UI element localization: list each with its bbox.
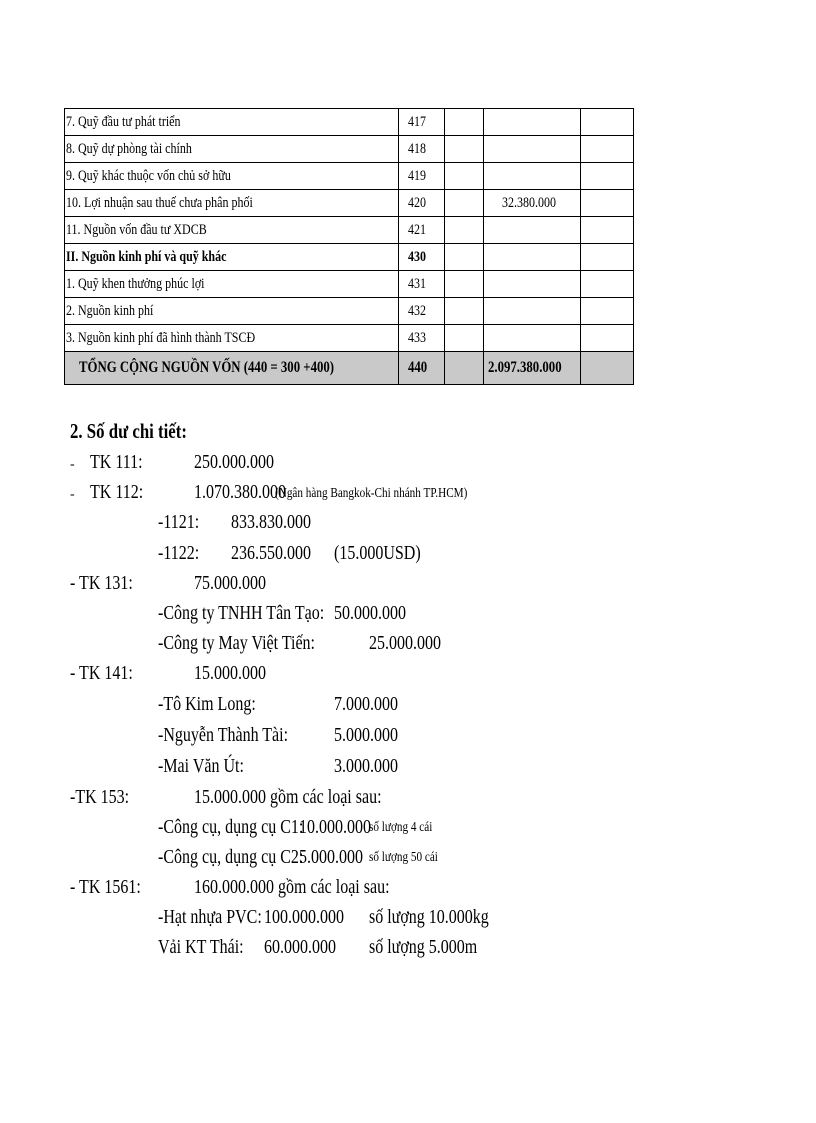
tk153-label: -TK 153: (70, 786, 130, 808)
tk112-note: (Ngân hàng Bangkok-Chi nhánh TP.HCM) (275, 486, 468, 501)
tk141-value: 15.000.000 (194, 662, 266, 684)
tk1122-value: 236.550.000 (231, 542, 311, 564)
row-name: 3. Nguồn kinh phí đã hình thành TSCĐ (66, 329, 256, 346)
table-row (65, 217, 634, 244)
total-label: TỔNG CỘNG NGUỒN VỐN (440 = 300 +400) (79, 359, 335, 376)
tk1561-item-name: Vải KT Thái: (158, 936, 244, 958)
tk153-item-name: -Công cụ, dụng cụ C2: (158, 846, 304, 868)
tk1561-item-qty: số lượng 10.000kg (369, 906, 489, 928)
tk153-value: 15.000.000 gồm các loại sau: (194, 786, 382, 808)
tk141-item-value: 5.000.000 (334, 724, 398, 746)
table-row (65, 271, 634, 298)
section-heading: 2. Số dư chi tiết: (70, 419, 187, 443)
tk141-label: - TK 141: (70, 662, 133, 684)
row-code: 430 (407, 248, 426, 265)
row-amount: 32.380.000 (501, 194, 556, 211)
total-code: 440 (407, 359, 428, 376)
balance-sheet-table (64, 108, 634, 385)
tk111-value: 250.000.000 (194, 451, 274, 473)
row-code: 420 (407, 194, 426, 211)
tk141-item-name: -Nguyễn Thành Tài: (158, 724, 289, 746)
tk112-value: 1.070.380.000 (194, 481, 286, 503)
tk1121-value: 833.830.000 (231, 511, 311, 533)
table-row (65, 325, 634, 352)
table-total-row (65, 352, 634, 385)
row-name: 10. Lợi nhuận sau thuế chưa phân phối (66, 194, 253, 211)
tk1121-label: -1121: (158, 511, 200, 533)
tk141-item-value: 7.000.000 (334, 693, 398, 715)
tk131-item-value: 25.000.000 (369, 632, 441, 654)
row-code: 433 (407, 329, 426, 346)
table-row (65, 163, 634, 190)
tk1122-note: (15.000USD) (334, 542, 421, 564)
row-code: 431 (407, 275, 426, 292)
tk1122-label: -1122: (158, 542, 200, 564)
tk1561-item-name: -Hạt nhựa PVC: (158, 906, 262, 928)
tk112-label: TK 112: (90, 481, 144, 503)
tk111-label: TK 111: (90, 451, 143, 473)
row-code: 421 (407, 221, 426, 238)
row-name: 2. Nguồn kinh phí (66, 302, 154, 319)
row-code: 419 (407, 167, 426, 184)
table-row (65, 190, 634, 217)
tk141-item-name: -Mai Văn Út: (158, 755, 244, 777)
total-amount: 2.097.380.000 (487, 359, 562, 376)
bullet-dash: - (70, 457, 75, 472)
row-name: 8. Quỹ dự phòng tài chính (66, 140, 192, 157)
row-name: 9. Quỹ khác thuộc vốn chủ sở hữu (66, 167, 231, 184)
tk131-item-name: -Công ty May Việt Tiến: (158, 632, 315, 654)
tk153-item-value: 5.000.000 (299, 846, 363, 868)
tk131-item-name: -Công ty TNHH Tân Tạo: (158, 602, 325, 624)
tk131-value: 75.000.000 (194, 572, 266, 594)
row-name: 11. Nguồn vốn đầu tư XDCB (66, 221, 207, 238)
table-row (65, 298, 634, 325)
tk1561-item-value: 60.000.000 (264, 936, 336, 958)
table-row-section (65, 244, 634, 271)
row-code: 418 (407, 140, 426, 157)
row-code: 432 (407, 302, 426, 319)
tk1561-label: - TK 1561: (70, 876, 141, 898)
row-name: 1. Quỹ khen thưởng phúc lợi (66, 275, 205, 292)
table-row (65, 109, 634, 136)
tk131-item-value: 50.000.000 (334, 602, 406, 624)
tk1561-item-qty: số lượng 5.000m (369, 936, 478, 958)
row-name: II. Nguồn kinh phí và quỹ khác (66, 248, 227, 265)
bullet-dash: - (70, 487, 75, 502)
tk153-item-qty: số lượng 4 cái (369, 820, 433, 835)
tk1561-item-value: 100.000.000 (264, 906, 344, 928)
tk131-label: - TK 131: (70, 572, 133, 594)
tk1561-value: 160.000.000 gồm các loại sau: (194, 876, 390, 898)
row-code: 417 (407, 113, 426, 130)
tk141-item-value: 3.000.000 (334, 755, 398, 777)
table-row (65, 136, 634, 163)
tk153-item-qty: số lượng 50 cái (369, 850, 438, 865)
tk141-item-name: -Tô Kim Long: (158, 693, 256, 715)
tk153-item-value: 10.000.000 (299, 816, 371, 838)
row-name: 7. Quỹ đầu tư phát triển (66, 113, 181, 130)
tk153-item-name: -Công cụ, dụng cụ C1: (158, 816, 304, 838)
